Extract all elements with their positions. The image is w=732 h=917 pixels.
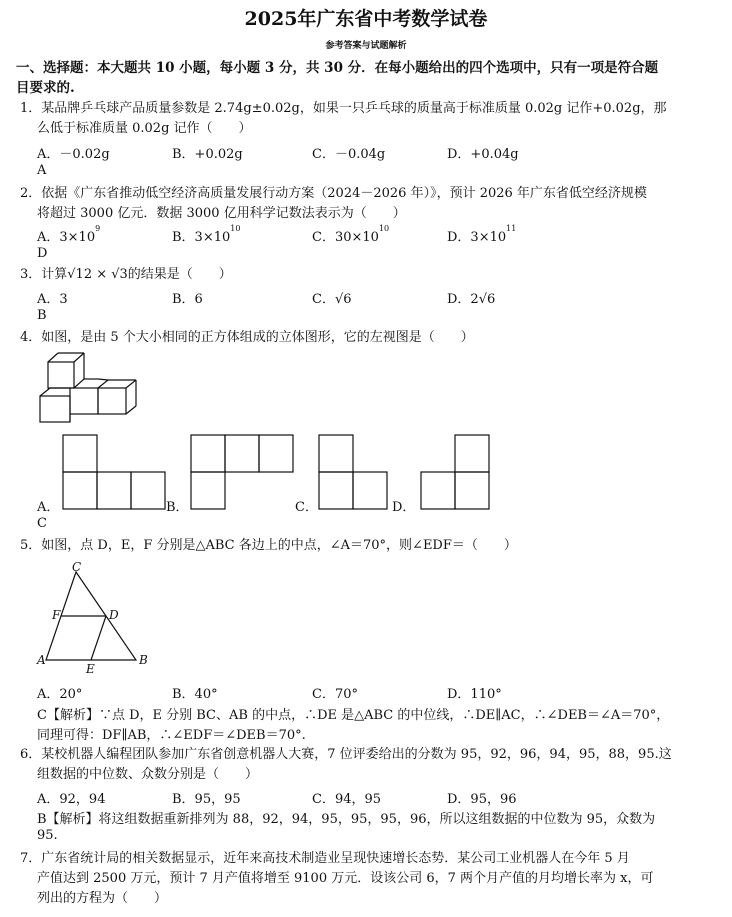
q6-explanation-line2: 95. [37, 828, 58, 843]
q5-option-b: B．40° [172, 687, 218, 702]
q4-option-a-figure [62, 434, 167, 510]
q5-label-d: D [109, 608, 119, 622]
q4-option-c-figure [318, 434, 390, 510]
q6-option-c: C．94，95 [312, 792, 382, 807]
q4-option-b-label: B． [166, 500, 189, 515]
q6-line2: 组数据的中位数、众数分别是（ ） [37, 767, 259, 782]
q2-option-a: A．$3\times 10^9$ [37, 224, 101, 245]
q4-option-d-label: D． [392, 500, 416, 515]
q2-line1: 2．依据《广东省推动低空经济高质量发展行动方案（2024－2026 年）》，预计 2026 年广东省低空经济规模 [20, 186, 647, 201]
section-heading-line2: 目要求的. [16, 80, 75, 96]
q3-option-d: D．2√6 [447, 292, 496, 307]
q5-option-c: C．70° [312, 687, 358, 702]
page-subtitle: 参考答案与试题解析 [325, 41, 407, 51]
q5-line1: 5．如图，点 D，E，F 分别是△ABC 各边上的中点，∠A＝70°，则∠EDF＝（ ） [20, 538, 517, 553]
q5-explanation-line2: 同理可得：DF∥AB，∴∠EDF＝∠DEB＝70°. [37, 728, 306, 743]
q2-line2: 将超过 3000 亿元．数据 3000 亿用科学记数法表示为（ ） [37, 206, 406, 221]
q2-answer: D [37, 246, 48, 261]
q4-option-a-label: A． [37, 500, 60, 515]
q3-option-a: A．3 [37, 292, 68, 307]
q3-answer: B [37, 308, 47, 323]
q5-label-c: C [72, 560, 82, 574]
section-heading-line1: 一、选择题：本大题共 10 小题，每小题 3 分，共 30 分．在每小题给出的四个选项中，只有一项是符合题 [16, 60, 659, 76]
q7-line3: 列出的方程为（ ） [37, 891, 168, 906]
q5-label-a: A [37, 653, 46, 667]
q3-line1: 3．计算√12 × √3的结果是（ ） [20, 267, 232, 282]
q1-option-a: A．－0.02g [37, 147, 110, 162]
q1-line2: 么低于标准质量 0.02g 记作（ ） [37, 121, 252, 136]
q4-option-b-figure [190, 434, 295, 510]
q5-explanation-line1: C【解析】∵点 D，E 分别 BC、AB 的中点，∴DE 是△ABC 的中位线，∴DE∥AC，∴∠DEB＝∠A＝70°， [37, 708, 670, 723]
section-heading [16, 58, 716, 98]
q6-explanation-line1: B【解析】将这组数据重新排列为 88，92，94，95，95，95，96，所以这组数据的中位数为 95，众数为 [37, 812, 656, 827]
q1-option-b: B．+0.02g [172, 147, 243, 162]
q6-option-a: A．92，94 [37, 792, 106, 807]
q1-line1: 1．某品牌乒乓球产品质量参数是 2.74g±0.02g，如果一只乒乓球的质量高于标准质量 0.02g 记作+0.02g，那 [20, 101, 667, 116]
q6-option-b: B．95，95 [172, 792, 241, 807]
q4-answer: C [37, 516, 47, 531]
q2-option-b: B．$3\times 10^{10}$ [172, 224, 241, 245]
q3-option-b: B．6 [172, 292, 203, 307]
q5-label-e: E [86, 662, 95, 676]
q2-option-d: D．$3\times 10^{11}$ [447, 224, 517, 245]
q5-option-d: D．110° [447, 687, 502, 702]
q4-option-c-label: C． [295, 500, 318, 515]
q4-option-d-figure [420, 434, 492, 510]
q3-option-c: C．√6 [312, 292, 352, 307]
q5-label-b: B [139, 653, 148, 667]
q6-option-d: D．95，96 [447, 792, 517, 807]
q5-triangle-figure [36, 560, 156, 678]
page-title: 2025年广东省中考数学试卷 [244, 8, 488, 30]
q7-line1: 7．广东省统计局的相关数据显示，近年来高技术制造业呈现快速增长态势．某公司工业机器人在今年 5 月 [20, 851, 630, 866]
q6-line1: 6．某校机器人编程团队参加广东省创意机器人大赛，7 位评委给出的分数为 95，92，96，94，95，88，95.这 [20, 747, 672, 762]
q4-line1: 4．如图，是由 5 个大小相同的正方体组成的立体图形，它的左视图是（ ） [20, 330, 474, 345]
q5-label-f: F [52, 608, 61, 622]
q1-option-c: C．－0.04g [312, 147, 386, 162]
q5-option-a: A．20° [37, 687, 83, 702]
q7-line2: 产值达到 2500 万元，预计 7 月产值将增至 9100 万元．设该公司 6，7 两个月产值的月均增长率为 x，可 [37, 871, 654, 886]
q1-option-d: D．+0.04g [447, 147, 519, 162]
q1-answer: A [37, 163, 47, 178]
q4-solid-figure [38, 352, 138, 422]
q2-option-c: C．$30\times 10^{10}$ [312, 224, 390, 245]
